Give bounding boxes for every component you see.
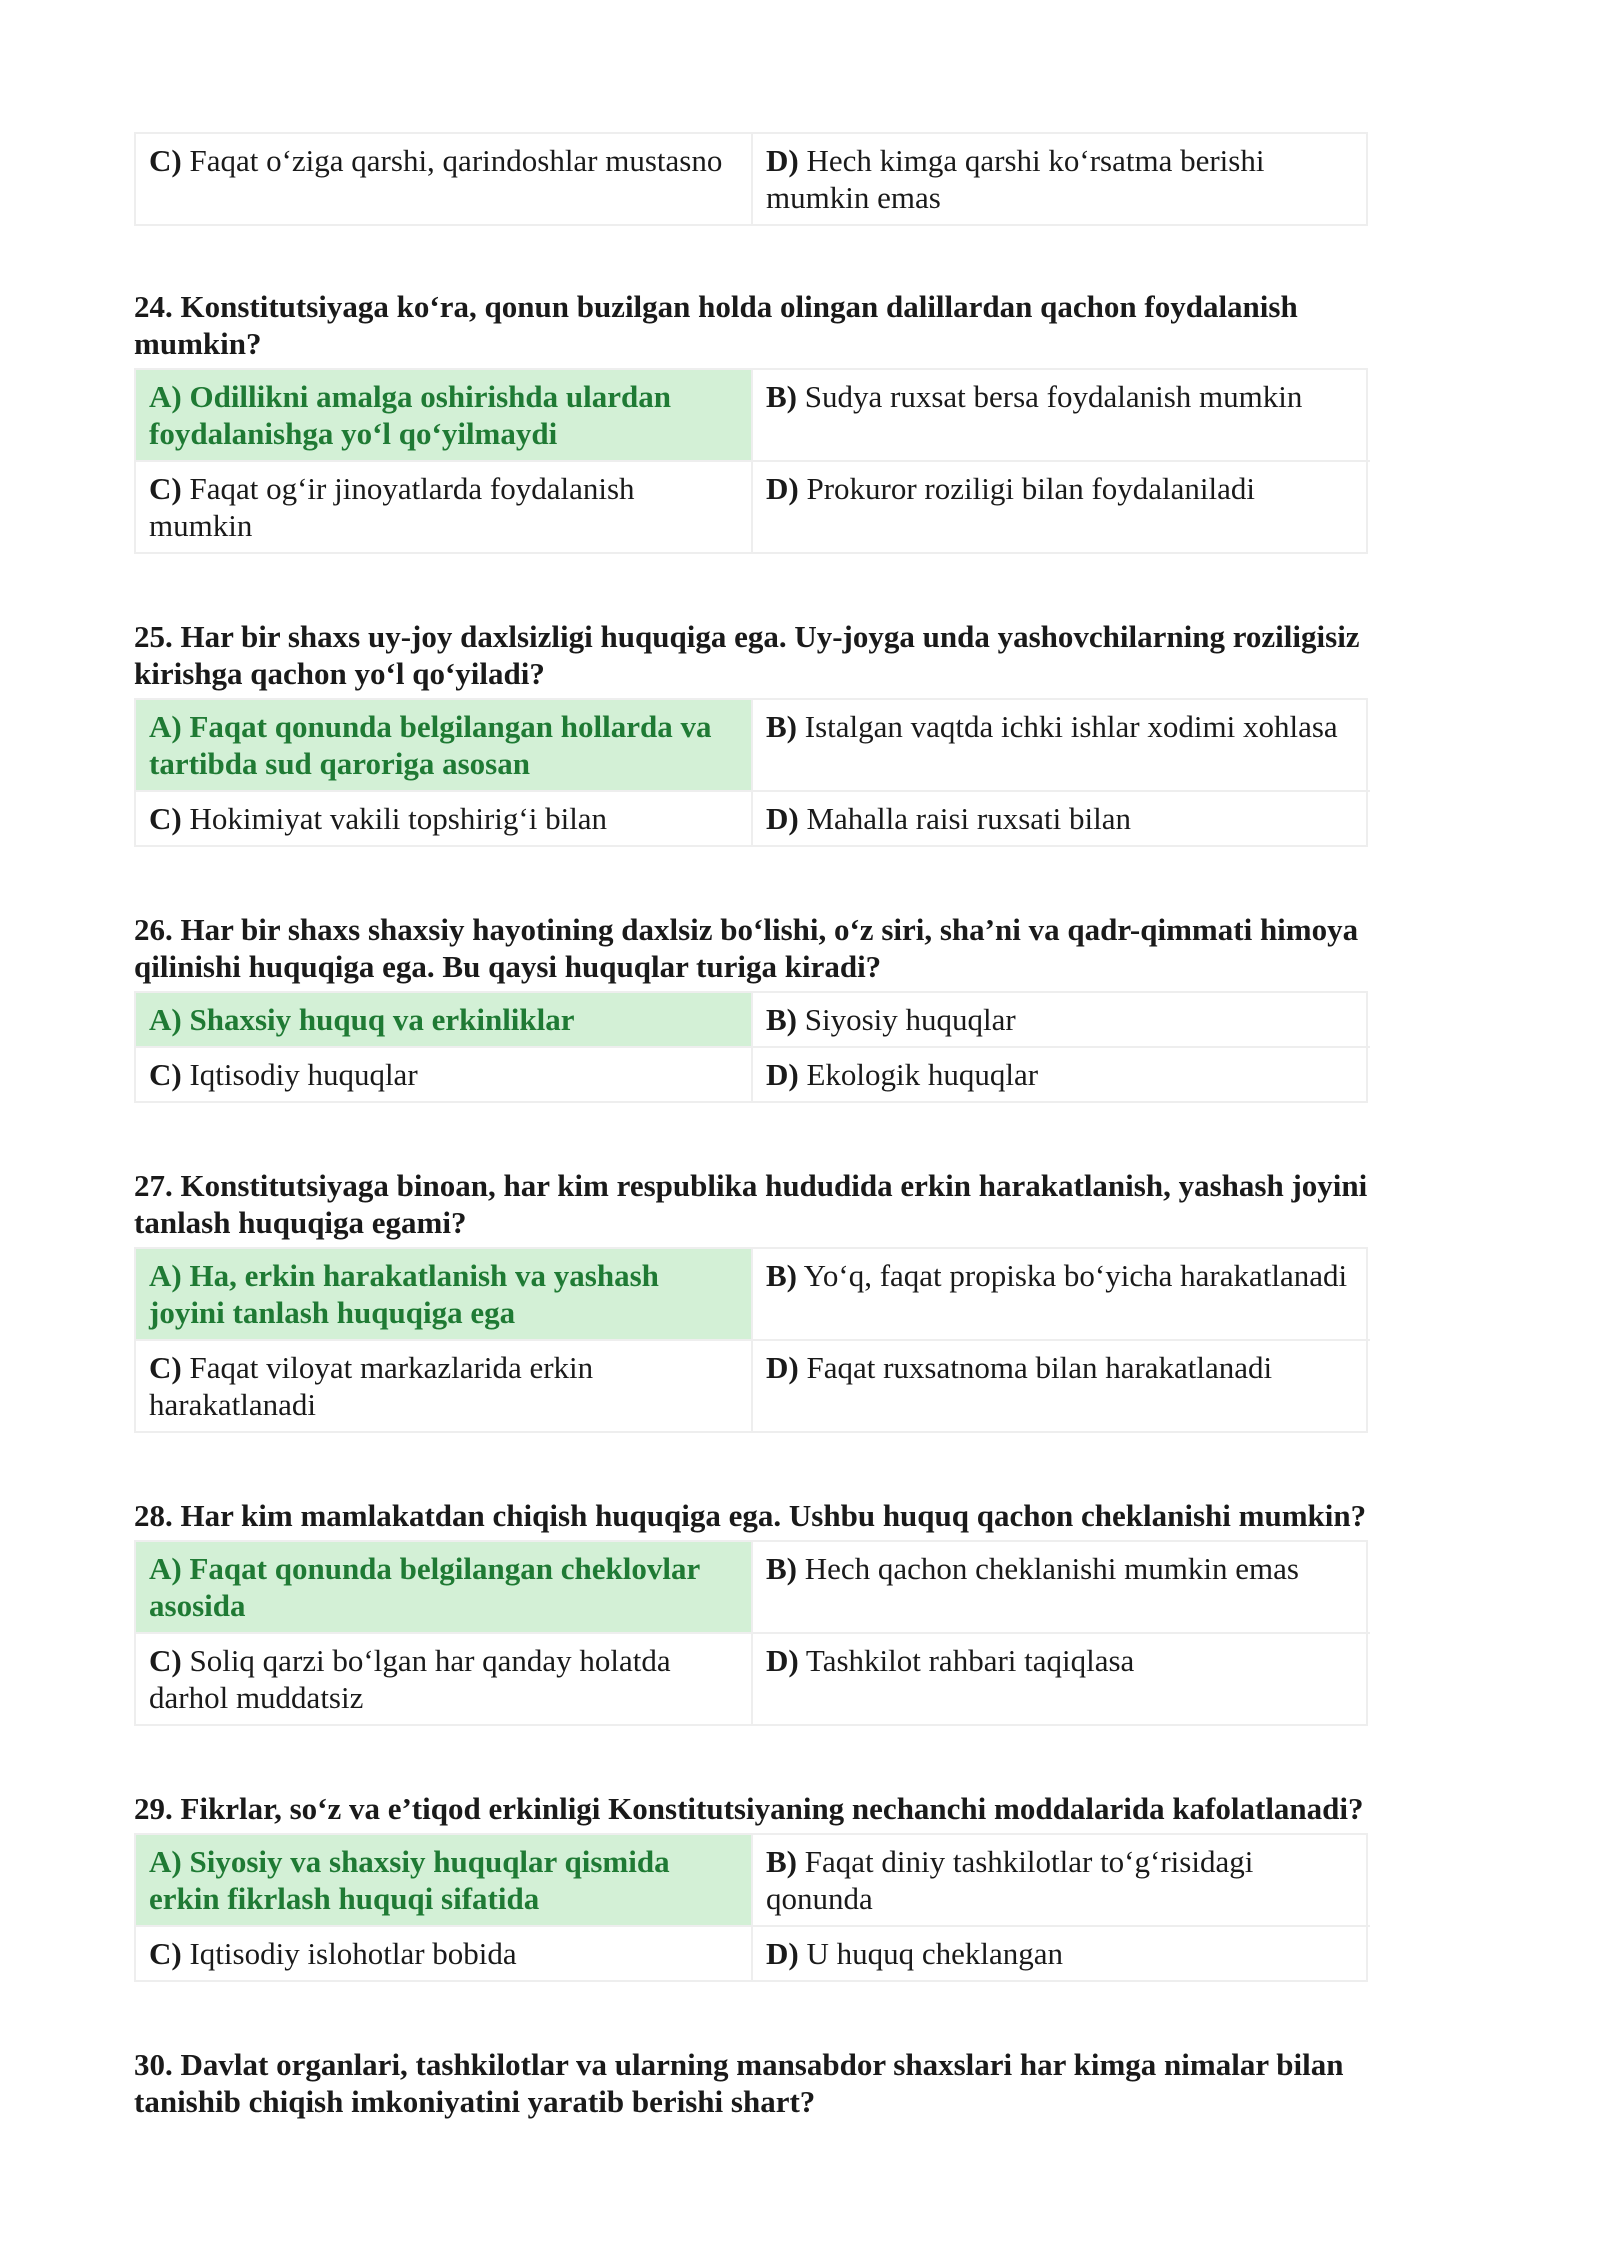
options-grid bbox=[134, 132, 1368, 226]
question-block bbox=[134, 1497, 1424, 1726]
quiz-page bbox=[134, 132, 1424, 2184]
question-block bbox=[134, 618, 1424, 847]
option-text: Sudya ruxsat bersa foydalanish mumkin bbox=[804, 379, 1303, 414]
option-text: Faqat qonunda belgilangan hollarda va tartibda sud qaroriga asosan bbox=[149, 709, 712, 781]
option-a-correct[interactable] bbox=[136, 993, 753, 1048]
option-letter: C) bbox=[149, 801, 182, 836]
option-c[interactable] bbox=[136, 1634, 753, 1724]
options-grid bbox=[134, 1247, 1368, 1433]
option-text: Hech qachon cheklanishi mumkin emas bbox=[804, 1551, 1299, 1586]
option-letter: B) bbox=[766, 1002, 797, 1037]
option-letter: B) bbox=[766, 379, 797, 414]
option-c[interactable] bbox=[136, 792, 753, 845]
question-text: 25. Har bir shaxs uy-joy daxlsizligi huquqiga ega. Uy-joyga unda yashovchilarning roziligisiz kirishga qachon yo‘l qo‘yiladi? bbox=[134, 619, 1360, 691]
option-text: Faqat og‘ir jinoyatlarda foydalanish mumkin bbox=[149, 471, 635, 543]
option-text: Shaxsiy huquq va erkinliklar bbox=[189, 1002, 575, 1037]
option-text: Hokimiyat vakili topshirig‘i bilan bbox=[189, 801, 608, 836]
option-c[interactable] bbox=[136, 1341, 753, 1431]
option-text: Faqat ruxsatnoma bilan harakatlanadi bbox=[806, 1350, 1273, 1385]
option-letter: B) bbox=[766, 1258, 797, 1293]
option-text: Faqat o‘ziga qarshi, qarindoshlar mustasno bbox=[189, 143, 723, 178]
option-text: Faqat diniy tashkilotlar to‘g‘risidagi qonunda bbox=[766, 1844, 1254, 1916]
options-grid bbox=[134, 698, 1368, 847]
option-text: Hech kimga qarshi ko‘rsatma berishi mumkin emas bbox=[766, 143, 1265, 215]
option-text: Siyosiy huquqlar bbox=[804, 1002, 1016, 1037]
option-d[interactable] bbox=[753, 1048, 1370, 1101]
option-text: Ha, erkin harakatlanish va yashash joyini tanlash huquqiga ega bbox=[149, 1258, 659, 1330]
option-a-correct[interactable] bbox=[136, 700, 753, 792]
question-block bbox=[134, 911, 1424, 1103]
question-block bbox=[134, 2046, 1424, 2120]
question-block bbox=[134, 132, 1424, 226]
question-text: 29. Fikrlar, so‘z va e’tiqod erkinligi Konstitutsiyaning nechanchi moddalarida kafolatlanadi? bbox=[134, 1791, 1364, 1826]
option-letter: B) bbox=[766, 1551, 797, 1586]
option-letter: D) bbox=[766, 471, 799, 506]
question-block bbox=[134, 1790, 1424, 1982]
option-letter: A) bbox=[149, 709, 182, 744]
option-b[interactable] bbox=[753, 370, 1370, 462]
option-c[interactable] bbox=[136, 1927, 753, 1980]
option-text: Istalgan vaqtda ichki ishlar xodimi xohlasa bbox=[804, 709, 1338, 744]
option-letter: B) bbox=[766, 1844, 797, 1879]
question-text: 26. Har bir shaxs shaxsiy hayotining daxlsiz bo‘lishi, o‘z siri, sha’ni va qadr-qimmati himoya qilinishi huquqiga ega. Bu qaysi huquqlar turiga kiradi? bbox=[134, 912, 1359, 984]
option-text: Iqtisodiy huquqlar bbox=[189, 1057, 418, 1092]
option-letter: C) bbox=[149, 1936, 182, 1971]
question-text: 28. Har kim mamlakatdan chiqish huquqiga ega. Ushbu huquq qachon cheklanishi mumkin? bbox=[134, 1498, 1367, 1533]
option-b[interactable] bbox=[753, 1542, 1370, 1634]
option-b[interactable] bbox=[753, 993, 1370, 1048]
options-grid bbox=[134, 1540, 1368, 1726]
options-grid bbox=[134, 991, 1368, 1103]
option-text: U huquq cheklangan bbox=[806, 1936, 1064, 1971]
option-letter: D) bbox=[766, 143, 799, 178]
option-d[interactable] bbox=[753, 792, 1370, 845]
option-c[interactable] bbox=[136, 1048, 753, 1101]
option-a-correct[interactable] bbox=[136, 1835, 753, 1927]
option-d[interactable] bbox=[753, 462, 1370, 552]
question-block bbox=[134, 1167, 1424, 1433]
option-text: Mahalla raisi ruxsati bilan bbox=[806, 801, 1132, 836]
options-grid bbox=[134, 368, 1368, 554]
option-text: Yo‘q, faqat propiska bo‘yicha harakatlanadi bbox=[803, 1258, 1348, 1293]
option-letter: D) bbox=[766, 1350, 799, 1385]
option-letter: C) bbox=[149, 143, 182, 178]
option-letter: A) bbox=[149, 1844, 182, 1879]
option-letter: A) bbox=[149, 1551, 182, 1586]
option-c[interactable] bbox=[136, 134, 753, 224]
option-c[interactable] bbox=[136, 462, 753, 552]
option-letter: A) bbox=[149, 379, 182, 414]
option-b[interactable] bbox=[753, 700, 1370, 792]
option-d[interactable] bbox=[753, 134, 1370, 224]
option-text: Odillikni amalga oshirishda ulardan foydalanishga yo‘l qo‘yilmaydi bbox=[149, 379, 671, 451]
option-letter: D) bbox=[766, 801, 799, 836]
question-text: 30. Davlat organlari, tashkilotlar va ularning mansabdor shaxslari har kimga nimalar bilan tanishib chiqish imkoniyatini yaratib berishi shart? bbox=[134, 2047, 1344, 2119]
question-text: 24. Konstitutsiyaga ko‘ra, qonun buzilgan holda olingan dalillardan qachon foydalanish mumkin? bbox=[134, 289, 1298, 361]
question-text: 27. Konstitutsiyaga binoan, har kim respublika hududida erkin harakatlanish, yashash joyini tanlash huquqiga egami? bbox=[134, 1168, 1368, 1240]
option-text: Soliq qarzi bo‘lgan har qanday holatda darhol muddatsiz bbox=[149, 1643, 671, 1715]
option-letter: C) bbox=[149, 471, 182, 506]
options-grid bbox=[134, 1833, 1368, 1982]
option-text: Siyosiy va shaxsiy huquqlar qismida erkin fikrlash huquqi sifatida bbox=[149, 1844, 670, 1916]
option-text: Tashkilot rahbari taqiqlasa bbox=[805, 1643, 1135, 1678]
option-letter: D) bbox=[766, 1936, 799, 1971]
question-block bbox=[134, 288, 1424, 554]
option-a-correct[interactable] bbox=[136, 1249, 753, 1341]
option-text: Iqtisodiy islohotlar bobida bbox=[189, 1936, 517, 1971]
option-letter: B) bbox=[766, 709, 797, 744]
option-b[interactable] bbox=[753, 1835, 1370, 1927]
option-d[interactable] bbox=[753, 1341, 1370, 1431]
option-text: Faqat viloyat markazlarida erkin harakatlanadi bbox=[149, 1350, 594, 1422]
option-d[interactable] bbox=[753, 1634, 1370, 1724]
option-letter: C) bbox=[149, 1643, 182, 1678]
option-text: Prokuror roziligi bilan foydalaniladi bbox=[806, 471, 1255, 506]
option-letter: A) bbox=[149, 1258, 182, 1293]
option-letter: D) bbox=[766, 1643, 799, 1678]
option-letter: A) bbox=[149, 1002, 182, 1037]
option-d[interactable] bbox=[753, 1927, 1370, 1980]
option-b[interactable] bbox=[753, 1249, 1370, 1341]
option-text: Faqat qonunda belgilangan cheklovlar asosida bbox=[149, 1551, 700, 1623]
option-a-correct[interactable] bbox=[136, 1542, 753, 1634]
option-letter: C) bbox=[149, 1350, 182, 1385]
option-letter: D) bbox=[766, 1057, 799, 1092]
option-letter: C) bbox=[149, 1057, 182, 1092]
option-text: Ekologik huquqlar bbox=[806, 1057, 1039, 1092]
option-a-correct[interactable] bbox=[136, 370, 753, 462]
